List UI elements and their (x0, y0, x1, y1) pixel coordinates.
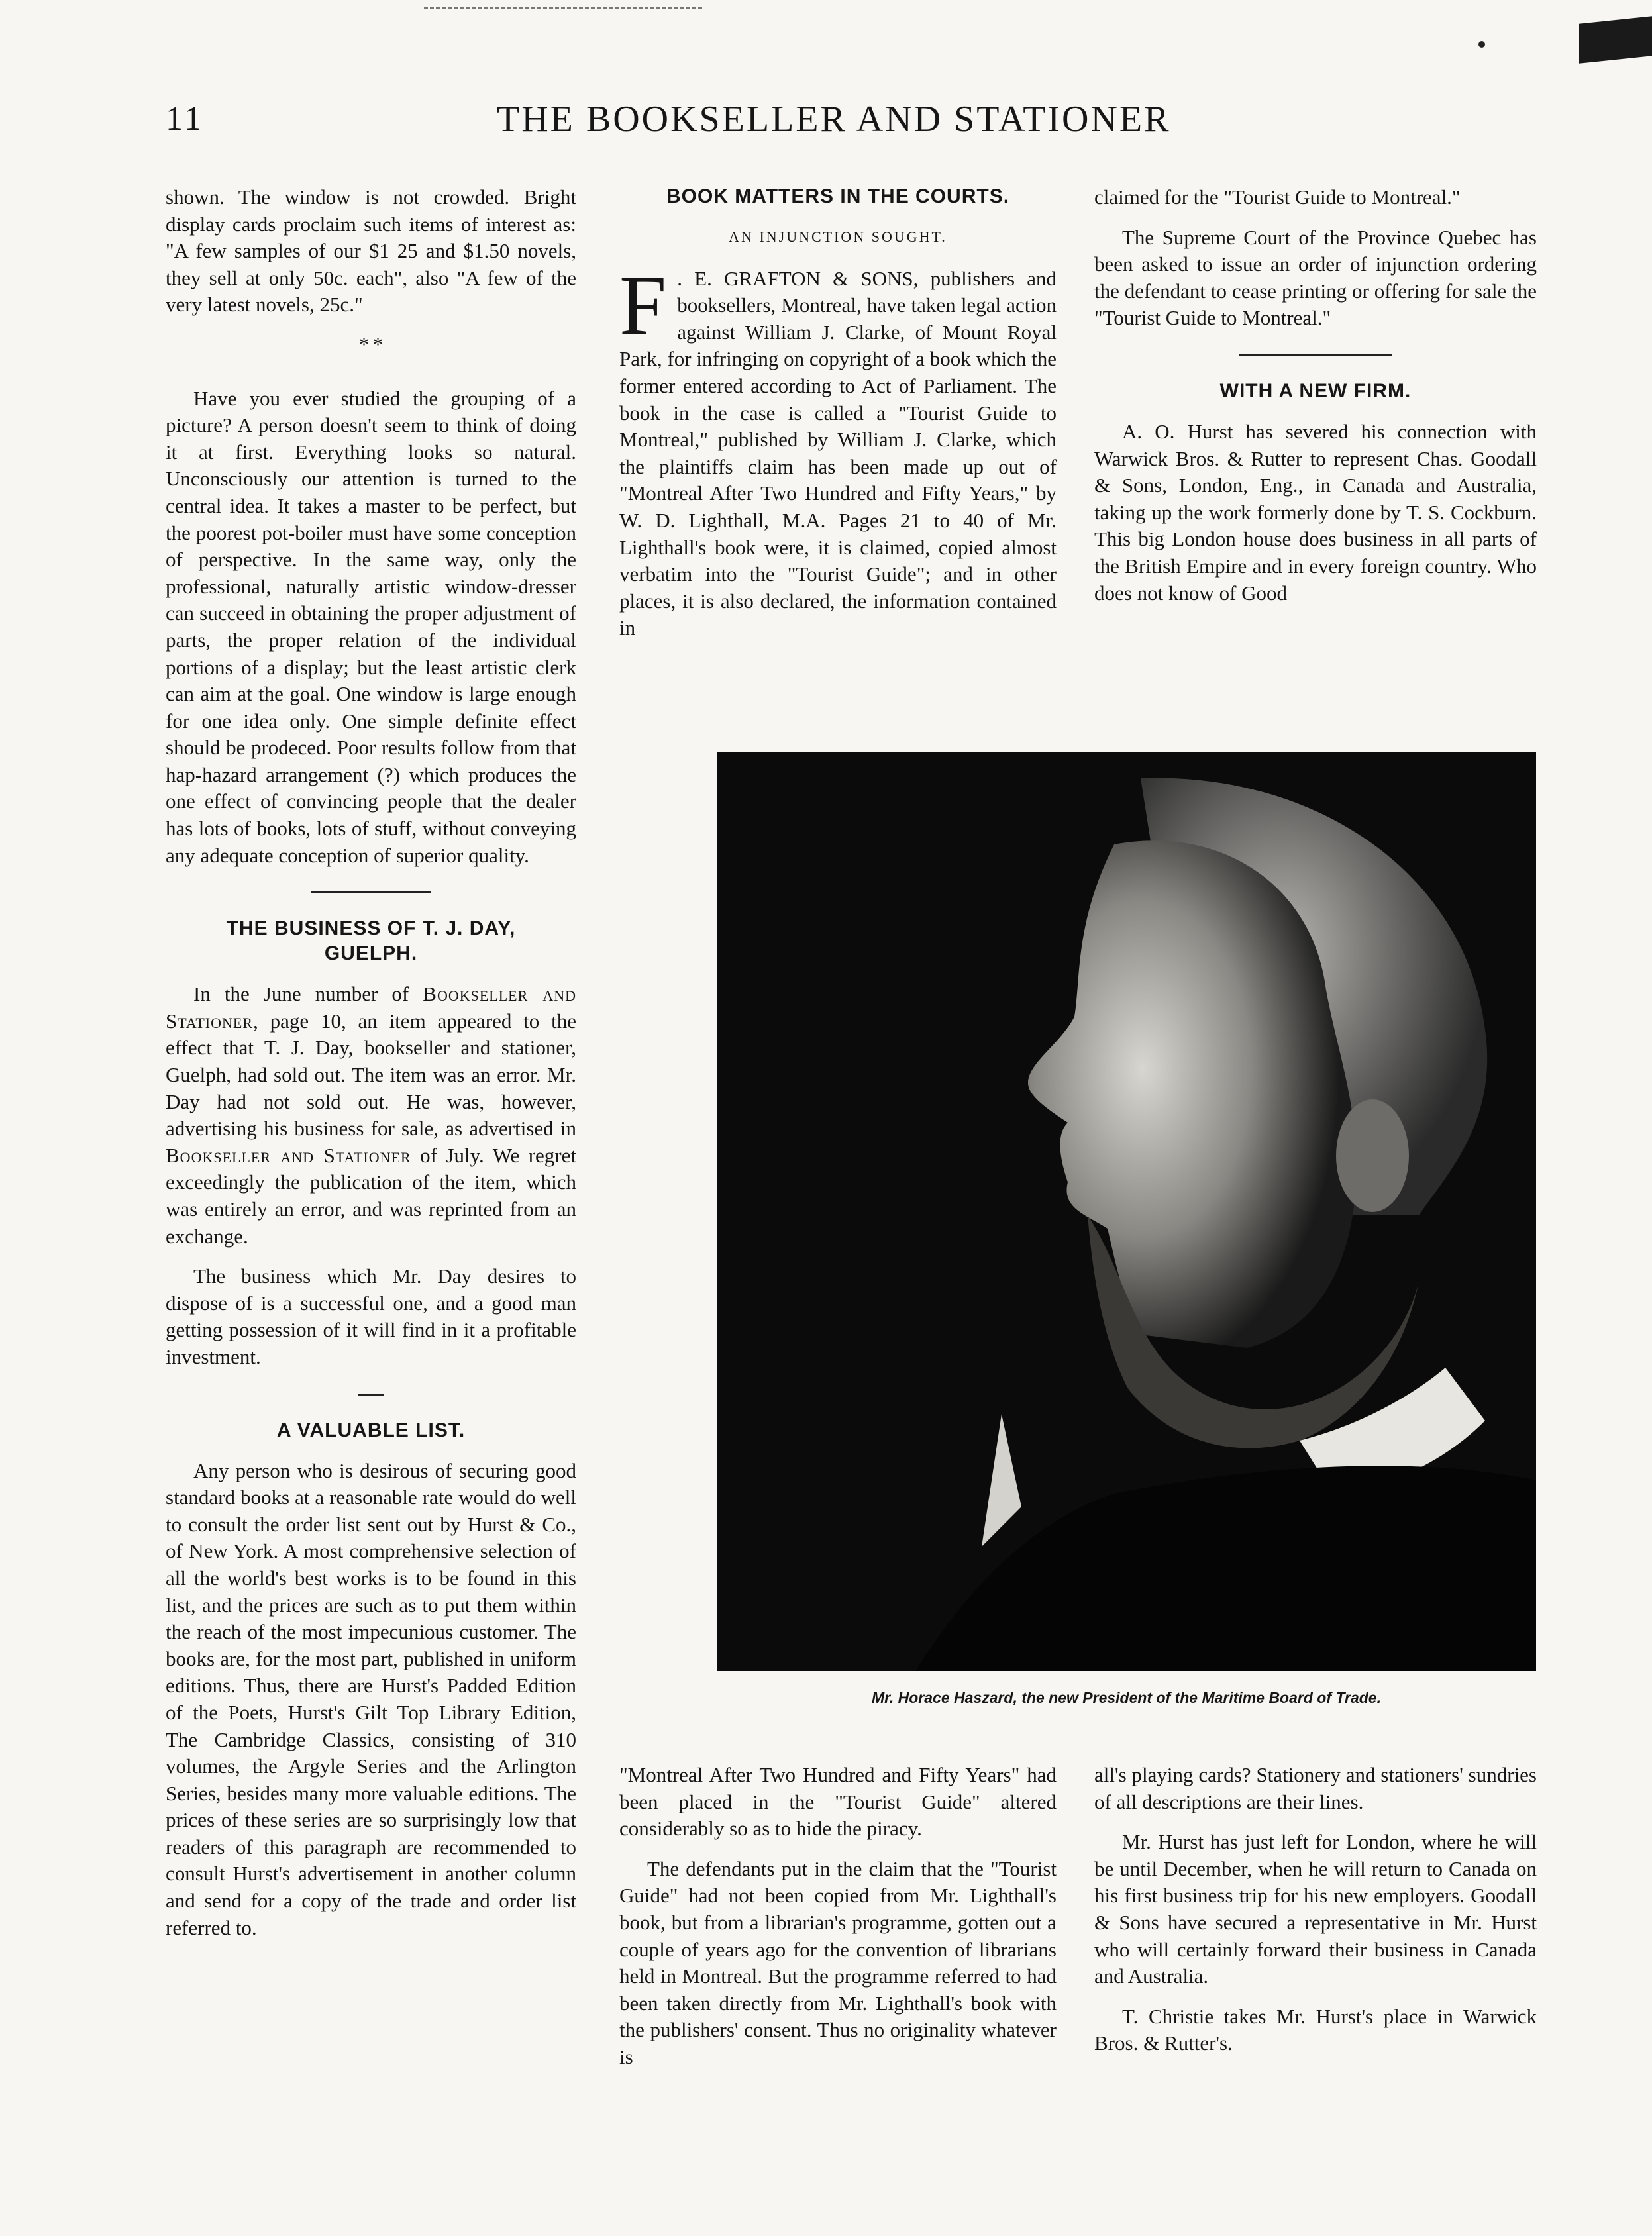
column-right-bottom (1094, 1762, 1537, 2070)
heading-book-matters: BOOK MATTERS IN THE COURTS. (666, 185, 1010, 207)
scan-corner-mark (1579, 16, 1652, 64)
paragraph-grafton (619, 258, 1057, 642)
section-separator-stars: * * (358, 333, 383, 356)
heading-valuable-list: A VALUABLE LIST. (276, 1419, 466, 1441)
paragraph-grouping: Have you ever studied the grouping of a picture? A person doesn't seem to think of doing it at first. Everything looks so natural. Unconsciously our attention is turned to the central idea. It takes a master to be perfect, but the poorest pot-boiler must have some conception of perspective. In the same way, only the professional, naturally artistic window-dresser can succeed in obtaining the proper adjustment of parts, the proper relation of the individual portions of a display; but the least artistic clerk can aim at the goal. One window is large enough for one idea only. One simple definite effect should be prodeced. Poor results follow from that hap-hazard arrangement (?) which produces the one effect of convincing people that the dealer has lots of books, lots of stuff, without conveying any adequate conception of superior quality. (166, 386, 576, 867)
paragraph-valuable-list: Any person who is desirous of securing good standard books at a reasonable rate would do well to consult the order list sent out by Hurst & Co., of New York. A most comprehensive selection of all the world's best works is to be found in this list, and the prices are such as to put them within the reach of the most impecunious customer. The books are, for the most part, published in uniform editions. Thus, there are Hurst's Padded Edition of the Poets, Hurst's Gilt Top Library Edition, The Cambridge Classics, consisting of 310 volumes, the Argyle Series and the Arlington Series, besides many more valuable editions. The prices of these series are so surprisingly low that readers of this paragraph are recommended to consult Hurst's advertisement in another column and send for a copy of the trade and order list referred to. (166, 1458, 576, 1939)
paragraph-window-display: shown. The window is not crowded. Bright display cards proclaim such items of interest as: "A few samples of our $1 25 and $1.50 novels, they sell at only 50c. each", also "A few of the very latest novels, 25c." (166, 185, 576, 317)
scan-artifact-line (424, 7, 702, 9)
heading-business-day (166, 916, 576, 966)
masthead-title: THE BOOKSELLER AND STATIONER (497, 99, 1171, 140)
paragraph-day-error (166, 981, 576, 1250)
heading-business-day-line1: THE BUSINESS OF T. J. DAY, (226, 917, 516, 940)
publication-name: Bookseller and Stationer (166, 1143, 411, 1167)
publication-name: Bookseller and Stationer (166, 982, 576, 1033)
scan-speck (1478, 41, 1485, 48)
column-middle-bottom (619, 1762, 1057, 2084)
page-number: 11 (166, 100, 205, 138)
paragraph-tourist-guide-claim: claimed for the "Tourist Guide to Montreal." (1094, 185, 1461, 209)
section-rule (1239, 354, 1392, 356)
paragraph-christie: T. Christie takes Mr. Hurst's place in Warwick Bros. & Rutter's. (1094, 2004, 1537, 2055)
text-run: , page 10, an item appeared to the effect that T. J. Day, bookseller and stationer, Guelph, had sold out. The item was an error. Mr. Day had not sold out. He was, however, advertising his business for sale, as advertised in (166, 1009, 576, 1141)
column-left (166, 184, 576, 1955)
paragraph-day-business: The business which Mr. Day desires to dispose of is a successful one, and a good man getting possession of it will find in it a profitable investment. (166, 1264, 576, 1368)
heading-business-day-line2: GUELPH. (324, 942, 418, 965)
section-rule-short (358, 1394, 384, 1396)
paragraph-playing-cards: all's playing cards? Stationery and stationers' sundries of all descriptions are their lines. (1094, 1763, 1537, 1813)
portrait-drawing (717, 752, 1536, 1671)
paragraph-supreme-court: The Supreme Court of the Province Quebec has been asked to issue an order of injunction ordering the defendant to cease printing or offering for sale the "Tourist Guide to Montreal." (1094, 225, 1537, 330)
paragraph-hurst-london: Mr. Hurst has just left for London, where he will be until December, when he will return to Canada on his first business trip for his new employers. Goodall & Sons have secured a representative in Mr. Hurst who will certainly forward their business in Canada and Australia. (1094, 1830, 1537, 1988)
heading-new-firm: WITH A NEW FIRM. (1219, 380, 1412, 402)
section-rule (311, 891, 431, 893)
text-run: In the June number of (193, 982, 423, 1006)
paragraph-montreal-piracy: "Montreal After Two Hundred and Fifty Years" had been placed in the "Tourist Guide" altered considerably so as to hide the piracy. (619, 1763, 1057, 1841)
paragraph-defendants: The defendants put in the claim that the "Tourist Guide" had not been copied from Mr. Lighthall's book, but from a librarian's programme, gotten out a couple of years ago for the convention of librarians held in Montreal. But the programme referred to had been taken directly from Mr. Lighthall's book with the publishers' consent. Thus no originality whatever is (619, 1856, 1057, 2068)
drop-cap: F (619, 258, 667, 352)
column-middle-top (619, 184, 1057, 655)
column-right-top (1094, 184, 1537, 620)
text-run: of July. We regret exceedingly the publication of the item, which was entirely an error, and was reprinted from an exchange. (166, 1143, 576, 1248)
text-run: . E. GRAFTON & SONS, publishers and booksellers, Montreal, have taken legal action against William J. Clarke, of Mount Royal Park, for infringing on copyright of a book which the former entered according to Act of Parliament. The book in the case is called a "Tourist Guide to Montreal," published by William J. Clarke, which the plaintiffs claim has been made up out of "Montreal After Two Hundred and Fifty Years," by W. D. Lighthall, M.A. Pages 21 to 40 of Mr. Lighthall's book were, it is claimed, copied almost verbatim into the "Tourist Guide"; and in other places, it is also declared, the information contained in (619, 266, 1057, 640)
portrait-photo (717, 752, 1536, 1671)
photo-caption: Mr. Horace Haszard, the new President of the Maritime Board of Trade. (872, 1689, 1381, 1706)
subheading-injunction: AN INJUNCTION SOUGHT. (729, 229, 947, 245)
portrait-ear (1336, 1099, 1409, 1212)
paragraph-hurst-goodall: A. O. Hurst has severed his connection with Warwick Bros. & Rutter to represent Chas. Goodall & Sons, London, Eng., in Canada and Australia, taking up the work formerly done by T. S. Cockburn. This big London house does business in all parts of the British Empire and in every foreign country. Who does not know of Good (1094, 419, 1537, 605)
